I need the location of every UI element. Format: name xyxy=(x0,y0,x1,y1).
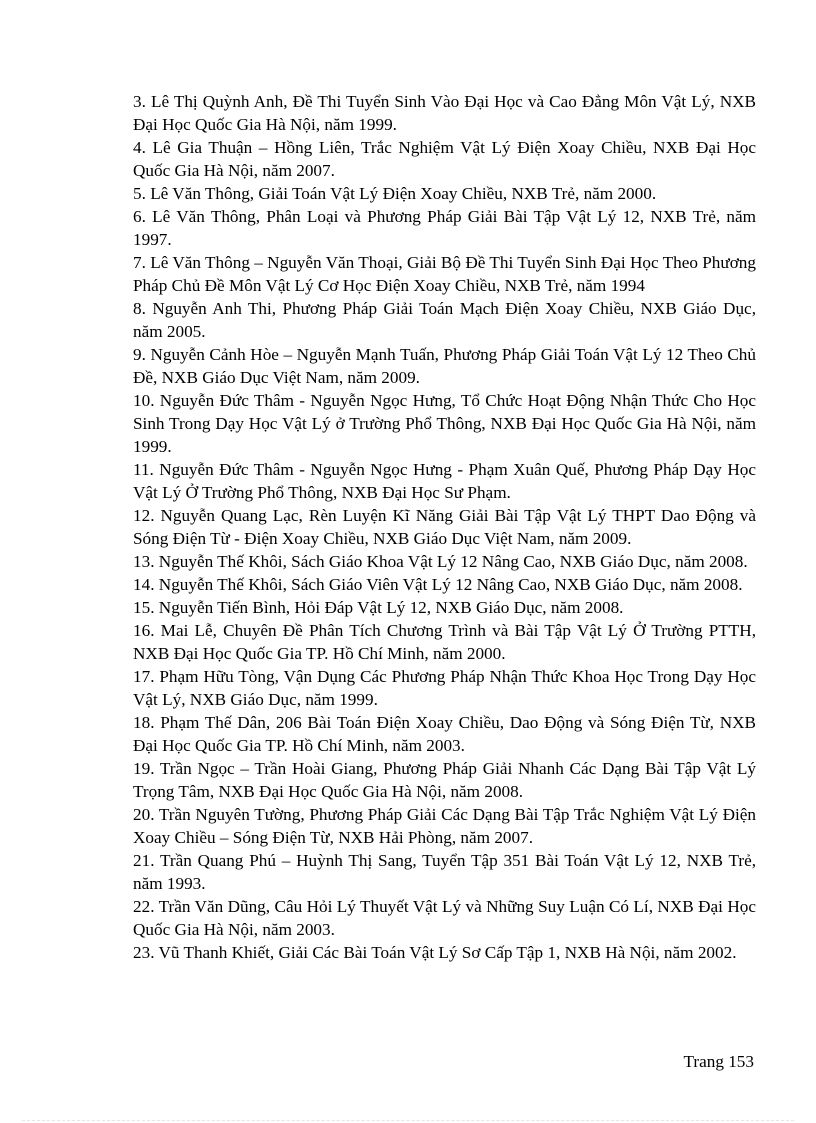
reference-item: 13. Nguyễn Thế Khôi, Sách Giáo Khoa Vật Lý 12 Nâng Cao, NXB Giáo Dục, năm 2008. xyxy=(133,552,748,571)
reference-item: 4. Lê Gia Thuận – Hồng Liên, Trắc Nghiệm Vật Lý Điện Xoay Chiều, NXB Đại Học Quốc Gia Hà Nội, năm 2007. xyxy=(133,138,756,180)
reference-item: 22. Trần Văn Dũng, Câu Hỏi Lý Thuyết Vật Lý và Những Suy Luận Có Lí, NXB Đại Học Quốc Gia Hà Nội, năm 2003. xyxy=(133,897,756,939)
page-bottom-divider xyxy=(22,1120,794,1121)
reference-item: 21. Trần Quang Phú – Huỳnh Thị Sang, Tuyển Tập 351 Bài Toán Vật Lý 12, NXB Trẻ, năm 1993. xyxy=(133,851,756,893)
reference-item: 19. Trần Ngọc – Trần Hoài Giang, Phương Pháp Giải Nhanh Các Dạng Bài Tập Vật Lý Trọng Tâm, NXB Đại Học Quốc Gia Hà Nội, năm 2008. xyxy=(133,759,756,801)
page-number: Trang 153 xyxy=(683,1052,754,1071)
reference-item: 7. Lê Văn Thông – Nguyễn Văn Thoại, Giải Bộ Đề Thi Tuyển Sinh Đại Học Theo Phương Pháp Chủ Đề Môn Vật Lý Cơ Học Điện Xoay Chiều, NXB Trẻ, năm 1994 xyxy=(133,253,756,295)
reference-item: 17. Phạm Hữu Tòng, Vận Dụng Các Phương Pháp Nhận Thức Khoa Học Trong Dạy Học Vật Lý, NXB Giáo Dục, năm 1999. xyxy=(133,667,756,709)
reference-item: 9. Nguyễn Cảnh Hòe – Nguyễn Mạnh Tuấn, Phương Pháp Giải Toán Vật Lý 12 Theo Chủ Đề, NXB Giáo Dục Việt Nam, năm 2009. xyxy=(133,345,756,387)
reference-list xyxy=(133,90,756,964)
reference-item: 10. Nguyễn Đức Thâm - Nguyễn Ngọc Hưng, Tổ Chức Hoạt Động Nhận Thức Cho Học Sinh Trong Dạy Học Vật Lý ở Trường Phổ Thông, NXB Đại Học Quốc Gia Hà Nội, năm 1999. xyxy=(133,391,756,456)
reference-item: 23. Vũ Thanh Khiết, Giải Các Bài Toán Vật Lý Sơ Cấp Tập 1, NXB Hà Nội, năm 2002. xyxy=(133,943,737,962)
reference-item: 16. Mai Lễ, Chuyên Đề Phân Tích Chương Trình và Bài Tập Vật Lý Ở Trường PTTH, NXB Đại Học Quốc Gia TP. Hồ Chí Minh, năm 2000. xyxy=(133,621,756,663)
reference-item: 18. Phạm Thế Dân, 206 Bài Toán Điện Xoay Chiều, Dao Động và Sóng Điện Từ, NXB Đại Học Quốc Gia TP. Hồ Chí Minh, năm 2003. xyxy=(133,713,756,755)
reference-item: 14. Nguyễn Thế Khôi, Sách Giáo Viên Vật Lý 12 Nâng Cao, NXB Giáo Dục, năm 2008. xyxy=(133,575,743,594)
reference-item: 8. Nguyễn Anh Thi, Phương Pháp Giải Toán Mạch Điện Xoay Chiều, NXB Giáo Dục, năm 2005. xyxy=(133,299,756,341)
reference-item: 3. Lê Thị Quỳnh Anh, Đề Thi Tuyển Sinh Vào Đại Học và Cao Đẳng Môn Vật Lý, NXB Đại Học Quốc Gia Hà Nội, năm 1999. xyxy=(133,92,756,134)
reference-item: 5. Lê Văn Thông, Giải Toán Vật Lý Điện Xoay Chiều, NXB Trẻ, năm 2000. xyxy=(133,184,657,203)
reference-item: 11. Nguyễn Đức Thâm - Nguyễn Ngọc Hưng - Phạm Xuân Quế, Phương Pháp Dạy Học Vật Lý Ở Trường Phổ Thông, NXB Đại Học Sư Phạm. xyxy=(133,460,756,502)
reference-item: 20. Trần Nguyên Tường, Phương Pháp Giải Các Dạng Bài Tập Trắc Nghiệm Vật Lý Điện Xoay Chiều – Sóng Điện Từ, NXB Hải Phòng, năm 2007. xyxy=(133,805,756,847)
reference-item: 12. Nguyễn Quang Lạc, Rèn Luyện Kĩ Năng Giải Bài Tập Vật Lý THPT Dao Động và Sóng Điện Từ - Điện Xoay Chiều, NXB Giáo Dục Việt Nam, năm 2009. xyxy=(133,506,756,548)
reference-item: 6. Lê Văn Thông, Phân Loại và Phương Pháp Giải Bài Tập Vật Lý 12, NXB Trẻ, năm 1997. xyxy=(133,207,756,249)
reference-item: 15. Nguyễn Tiến Bình, Hỏi Đáp Vật Lý 12, NXB Giáo Dục, năm 2008. xyxy=(133,598,624,617)
